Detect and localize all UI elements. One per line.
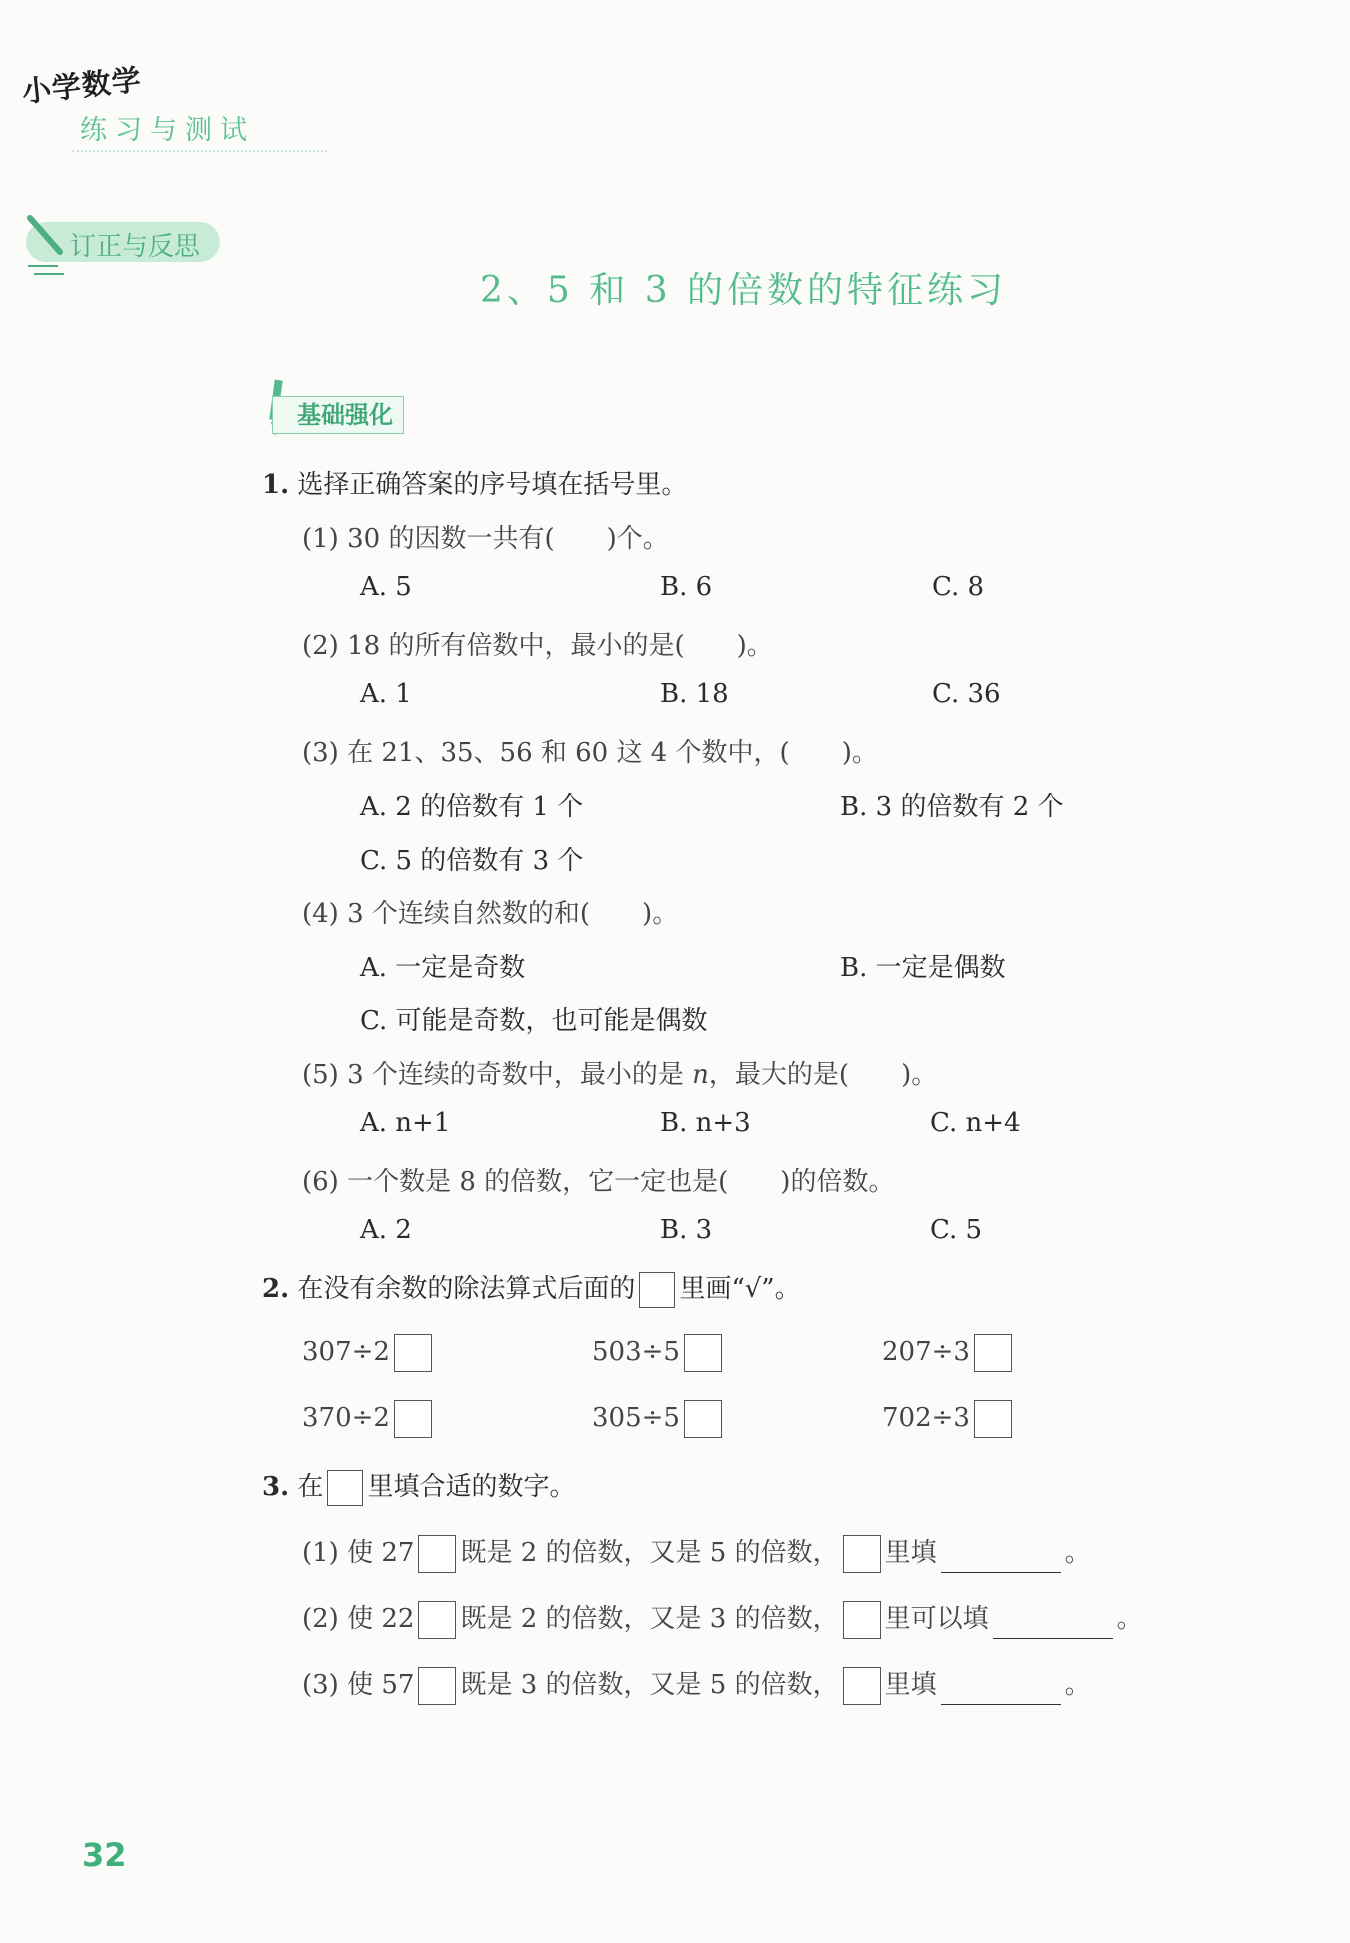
question-number: 1.	[262, 470, 290, 500]
item-text: ，最大的是( )。	[708, 1060, 938, 1090]
division-expr	[882, 1400, 1016, 1438]
digit-box[interactable]	[418, 1667, 456, 1705]
expr-text: 207÷3	[882, 1337, 970, 1367]
option-b: B. 一定是偶数	[840, 953, 1006, 983]
division-expr	[882, 1334, 1016, 1372]
item-text: (3) 使 57	[302, 1670, 415, 1700]
question-prompt: 在	[297, 1472, 324, 1502]
option-a: A. 1	[360, 679, 412, 709]
item-text: 。	[1116, 1604, 1143, 1634]
expr-text: 702÷3	[882, 1403, 970, 1433]
division-expr	[592, 1400, 726, 1438]
item-text: (5) 3 个连续的奇数中，最小的是	[302, 1060, 693, 1090]
question-prompt: 在没有余数的除法算式后面的	[297, 1274, 636, 1304]
book-subtitle: 练习与测试	[80, 115, 255, 146]
q1-item-1: (1) 30 的因数一共有( )个。	[302, 524, 669, 554]
digit-box-ref	[843, 1601, 881, 1639]
question-1	[262, 464, 687, 501]
option-a: A. 2	[360, 1215, 412, 1245]
item-text: 既是 3 的倍数，又是 5 的倍数，	[460, 1670, 839, 1700]
q1-item-2: (2) 18 的所有倍数中，最小的是( )。	[302, 631, 773, 661]
digit-box[interactable]	[418, 1601, 456, 1639]
question-number: 2.	[262, 1274, 290, 1304]
item-text: 里填	[884, 1670, 937, 1700]
option-b: B. 6	[660, 572, 713, 602]
item-text: 里可以填	[884, 1604, 989, 1634]
option-c: C. n+4	[930, 1108, 1021, 1138]
item-text: 。	[1064, 1670, 1091, 1700]
q1-item-3: (3) 在 21、35、56 和 60 这 4 个数中，( )。	[302, 738, 878, 768]
section-label: 基础强化	[272, 396, 404, 434]
option-c: C. 可能是奇数，也可能是偶数	[360, 1006, 708, 1036]
q3-item-2	[302, 1598, 1143, 1639]
option-c: C. 8	[932, 572, 985, 602]
option-b: B. 3	[660, 1215, 713, 1245]
check-box[interactable]	[394, 1400, 432, 1438]
check-box[interactable]	[974, 1400, 1012, 1438]
check-box[interactable]	[974, 1334, 1012, 1372]
header-divider	[72, 150, 327, 152]
answer-box	[327, 1470, 363, 1506]
digit-box[interactable]	[418, 1535, 456, 1573]
option-c: C. 5 的倍数有 3 个	[360, 846, 584, 876]
option-b: B. n+3	[660, 1108, 751, 1138]
option-b: B. 3 的倍数有 2 个	[840, 792, 1064, 822]
option-a: A. n+1	[360, 1108, 451, 1138]
book-brand: 小学数学	[20, 62, 144, 109]
check-box[interactable]	[684, 1400, 722, 1438]
expr-text: 370÷2	[302, 1403, 390, 1433]
q1-item-6: (6) 一个数是 8 的倍数，它一定也是( )的倍数。	[302, 1167, 895, 1197]
q3-item-1	[302, 1532, 1091, 1573]
digit-box-ref	[843, 1667, 881, 1705]
answer-blank[interactable]	[941, 1678, 1061, 1705]
variable-n: n	[692, 1060, 709, 1090]
item-text: (2) 使 22	[302, 1604, 415, 1634]
check-box[interactable]	[684, 1334, 722, 1372]
check-box[interactable]	[394, 1334, 432, 1372]
item-text: 既是 2 的倍数，又是 3 的倍数，	[460, 1604, 839, 1634]
page-title: 2、5 和 3 的倍数的特征练习	[480, 270, 1008, 311]
digit-box-ref	[843, 1535, 881, 1573]
division-expr	[592, 1334, 726, 1372]
option-a: A. 5	[360, 572, 412, 602]
option-a: A. 一定是奇数	[360, 953, 526, 983]
division-expr	[302, 1334, 436, 1372]
item-text: 既是 2 的倍数，又是 5 的倍数，	[460, 1538, 839, 1568]
question-number: 3.	[262, 1472, 290, 1502]
expr-text: 305÷5	[592, 1403, 680, 1433]
question-prompt: 里填合适的数字。	[367, 1472, 576, 1502]
q1-item-5	[302, 1054, 937, 1091]
expr-text: 307÷2	[302, 1337, 390, 1367]
pencil-icon	[24, 212, 72, 284]
question-3	[262, 1466, 575, 1506]
page-number: 32	[82, 1836, 127, 1874]
question-2	[262, 1268, 801, 1308]
q1-item-4: (4) 3 个连续自然数的和( )。	[302, 899, 679, 929]
item-text: (1) 使 27	[302, 1538, 415, 1568]
item-text: 。	[1064, 1538, 1091, 1568]
question-prompt: 选择正确答案的序号填在括号里。	[297, 470, 688, 500]
correction-label: 订正与反思	[70, 232, 201, 262]
expr-text: 503÷5	[592, 1337, 680, 1367]
question-prompt: 里画“√”。	[679, 1274, 801, 1304]
division-expr	[302, 1400, 436, 1438]
answer-box	[639, 1272, 675, 1308]
q3-item-3	[302, 1664, 1091, 1705]
option-a: A. 2 的倍数有 1 个	[360, 792, 584, 822]
answer-blank[interactable]	[993, 1612, 1113, 1639]
option-c: C. 5	[930, 1215, 983, 1245]
option-c: C. 36	[932, 679, 1001, 709]
item-text: 里填	[884, 1538, 937, 1568]
answer-blank[interactable]	[941, 1546, 1061, 1573]
option-b: B. 18	[660, 679, 729, 709]
